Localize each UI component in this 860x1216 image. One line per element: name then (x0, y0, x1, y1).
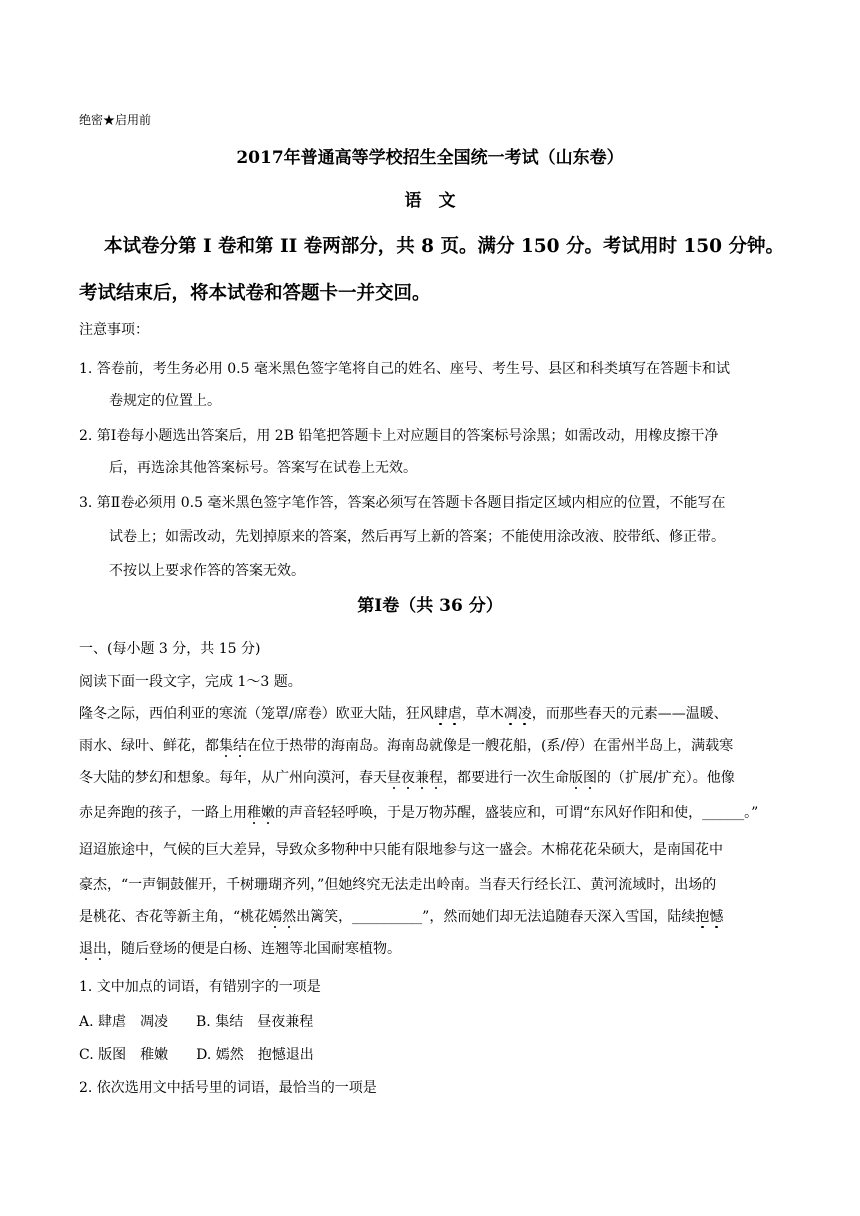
notice-heading: 注意事项： (79, 322, 149, 338)
part-heading: 一、(每小题 3 分，共 15 分) (79, 641, 261, 657)
subject-title: 语 文 (404, 191, 456, 211)
reading-instruction: 阅读下面一段文字，完成 1～3 题。 (79, 674, 302, 690)
passage-text: ，随后登场的便是白杨、连翘等北国耐寒植物。 (107, 941, 401, 957)
passage-text: 的（扩展/扩充）。他像 (597, 770, 735, 786)
question-2-stem: 2. 依次选用文中括号里的词语，最恰当的一项是 (79, 1080, 377, 1096)
passage-text: 在位于热带的海南岛。海南岛就像是一艘花船，(系/停）在雷州半岛上，满载寒 (247, 738, 734, 754)
passage-text: 冬大陆的梦幻和想象。每年，从广州向漠河，春天 (79, 770, 387, 786)
question-1-stem: 1. 文中加点的词语，有错别字的一项是 (79, 979, 321, 995)
exam-intro-line-2: 考试结束后，将本试卷和答题卡一并交回。 (79, 283, 431, 304)
passage-text: 出篱笑，__________”，然而她们却无法追随春天深入雪国，陆续 (296, 909, 696, 925)
dotted-char: 嫩 (261, 805, 275, 821)
dotted-char: 程 (429, 770, 443, 786)
dotted-char: 虐 (447, 706, 462, 722)
passage-text: 赤足奔跑的孩子，一路上用 (79, 805, 247, 821)
section-title: 第Ⅰ卷（共 36 分） (357, 596, 503, 616)
passage-line-6: 豪杰，“一声铜鼓催开，千树珊瑚齐列，”但她终究无法走出岭南。当春天行经长江、黄河流域时，出场的 (79, 877, 717, 893)
passage-line-2 (79, 736, 733, 756)
dotted-char: 出 (93, 941, 107, 957)
dotted-char: 夜 (401, 770, 415, 786)
dotted-char: 肆 (433, 706, 448, 722)
notice-item-1-cont: 卷规定的位置上。 (109, 393, 221, 409)
dotted-char: 版 (569, 770, 583, 786)
passage-text: 隆冬之际，西伯利亚的寒流（笼罩/席卷）欧亚大陆，狂风 (79, 706, 434, 722)
notice-item-3: 3. 第Ⅱ卷必须用 0.5 毫米黑色签字笔作答，答案必须写在答题卡各题目指定区域内相应的位置，不能写在 (79, 495, 726, 511)
passage-line-5: 迢迢旅途中，气候的巨大差异，导致众多物种中只能有限地参与这一盛会。木棉花花朵硕大，是南国花中 (79, 842, 723, 858)
passage-text: ，草木 (461, 706, 504, 722)
dotted-char: 憾 (709, 909, 724, 925)
passage-text: 雨水、绿叶、鲜花，都 (79, 738, 219, 754)
dotted-char: 凌 (517, 706, 532, 722)
passage-line-3 (79, 768, 735, 788)
notice-item-3-cont-2: 不按以上要求作答的答案无效。 (109, 563, 305, 579)
question-1-options-cd: C. 版图 稚嫩 D. 嫣然 抱憾退出 (79, 1047, 314, 1063)
notice-item-2: 2. 第Ⅰ卷每小题选出答案后，用 2B 铅笔把答题卡上对应题目的答案标号涂黑；如需改动，用橡皮擦干净 (79, 428, 719, 444)
notice-item-3-cont-1: 试卷上；如需改动，先划掉原来的答案，然后再写上新的答案；不能使用涂改液、胶带纸、修正带。 (109, 529, 725, 545)
passage-line-4 (79, 803, 758, 823)
question-1-options-ab: A. 肆虐 凋凌 B. 集结 昼夜兼程 (79, 1014, 314, 1030)
passage-line-7 (79, 907, 723, 927)
dotted-char: 图 (583, 770, 597, 786)
dotted-char: 结 (233, 738, 247, 754)
passage-text: 是桃花、杏花等新主角，“桃花 (79, 909, 269, 925)
dotted-char: 集 (219, 738, 233, 754)
passage-text: 的声音轻轻呼唤，于是万物苏醒，盛装应和，可谓“东风好作阳和使，______。” (275, 805, 759, 821)
passage-text: ，都要进行一次生命 (443, 770, 569, 786)
passage-line-1 (79, 704, 728, 724)
dotted-char: 退 (79, 941, 93, 957)
dotted-char: 嫣 (268, 909, 283, 925)
dotted-char: 稚 (247, 805, 261, 821)
dotted-char: 昼 (387, 770, 401, 786)
notice-item-1: 1. 答卷前，考生务必用 0.5 毫米黑色签字笔将自己的姓名、座号、考生号、县区和科类填写在答题卡和试 (79, 361, 730, 377)
exam-intro-line-1: 本试卷分第 I 卷和第 II 卷两部分，共 8 页。满分 150 分。考试用时 150 分钟。 (104, 236, 784, 257)
exam-title: 2017年普通高等学校招生全国统一考试（山东卷） (236, 148, 624, 168)
dotted-char: 抱 (695, 909, 710, 925)
dotted-char: 然 (282, 909, 297, 925)
notice-item-2-cont: 后，再选涂其他答案标号。答案写在试卷上无效。 (109, 460, 417, 476)
dotted-char: 兼 (415, 770, 429, 786)
dotted-char: 凋 (503, 706, 518, 722)
secret-mark: 绝密★启用前 (79, 113, 152, 127)
passage-text: ，而那些春天的元素——温暖、 (531, 706, 728, 722)
passage-line-8 (79, 939, 401, 959)
